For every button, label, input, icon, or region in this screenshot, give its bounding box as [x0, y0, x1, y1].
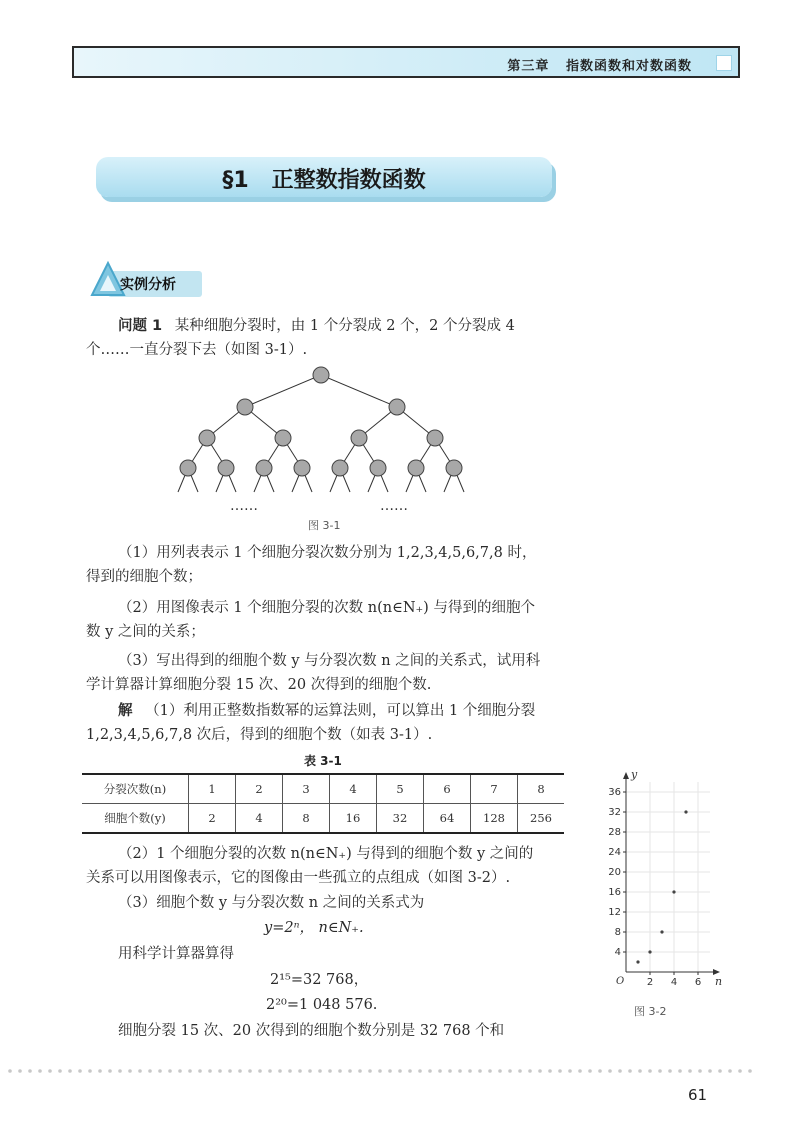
- y-tick-label: 8: [614, 927, 621, 938]
- chapter-header-band: [72, 46, 740, 78]
- footer-dot: [578, 1069, 582, 1073]
- footer-dot: [448, 1069, 452, 1073]
- cell-node: [351, 430, 367, 446]
- data-point: [684, 810, 687, 813]
- section-number: §1: [222, 168, 249, 193]
- footer-dot: [598, 1069, 602, 1073]
- cell-node: [427, 430, 443, 446]
- footer-dot: [158, 1069, 162, 1073]
- footer-dot: [298, 1069, 302, 1073]
- footer-dot: [268, 1069, 272, 1073]
- footer-dot: [58, 1069, 62, 1073]
- cell-count-scatter-chart: [598, 768, 723, 992]
- table-cell: 6: [424, 774, 471, 804]
- y-tick-label: 28: [608, 827, 621, 838]
- data-point: [660, 930, 663, 933]
- footer-dot: [108, 1069, 112, 1073]
- x-tick-label: 4: [670, 977, 678, 988]
- y-tick-label: 20: [608, 867, 621, 878]
- cell-node: [408, 460, 424, 476]
- cell-node: [332, 460, 348, 476]
- footer-dot: [178, 1069, 182, 1073]
- footer-dot: [418, 1069, 422, 1073]
- footer-dot: [128, 1069, 132, 1073]
- x-tick-label: 6: [694, 977, 702, 988]
- answer-2-line-1: （2）1 个细胞分裂的次数 n(n∈N₊) 与得到的细胞个数 y 之间的: [118, 846, 534, 862]
- table-cell: 4: [330, 774, 377, 804]
- footer-dot: [328, 1069, 332, 1073]
- cell-node: [218, 460, 234, 476]
- question-3-line-2: 学计算器计算细胞分裂 15 次、20 次得到的细胞个数.: [86, 677, 432, 693]
- footer-dot: [668, 1069, 672, 1073]
- table-row: [82, 804, 564, 834]
- cell-node: [199, 430, 215, 446]
- footer-dot: [228, 1069, 232, 1073]
- footer-dot: [38, 1069, 42, 1073]
- data-table: [82, 773, 564, 834]
- footer-dot: [748, 1069, 752, 1073]
- footer-dot: [458, 1069, 462, 1073]
- y-tick-label: 32: [608, 807, 621, 818]
- solution-line-2: 1,2,3,4,5,6,7,8 次后，得到的细胞个数（如表 3-1）.: [86, 727, 433, 743]
- header-corner-box: [716, 55, 732, 71]
- footer-dot: [708, 1069, 712, 1073]
- footer-dot: [558, 1069, 562, 1073]
- footer-dot: [538, 1069, 542, 1073]
- table-cell: 8: [283, 804, 330, 834]
- table-cell: 64: [424, 804, 471, 834]
- table-cell: 7: [471, 774, 518, 804]
- table-cell: 2: [189, 804, 236, 834]
- footer-dot: [738, 1069, 742, 1073]
- footer-dot: [698, 1069, 702, 1073]
- cell-node: [389, 399, 405, 415]
- section-name: 正整数指数函数: [271, 168, 426, 193]
- tag-label: 实例分析: [120, 277, 176, 293]
- origin-label: O: [616, 976, 625, 987]
- table-caption: 表 3-1: [304, 754, 342, 768]
- footer-dot: [288, 1069, 292, 1073]
- footer-dot: [8, 1069, 12, 1073]
- footer-dot: [378, 1069, 382, 1073]
- footer-dot: [68, 1069, 72, 1073]
- problem-text-1: 某种细胞分裂时，由 1 个分裂成 2 个，2 个分裂成 4: [174, 318, 515, 334]
- data-point: [636, 960, 639, 963]
- cell-node: [237, 399, 253, 415]
- footer-dot: [488, 1069, 492, 1073]
- answer-3-line-1: （3）细胞个数 y 与分裂次数 n 之间的关系式为: [118, 895, 425, 911]
- footer-dot: [478, 1069, 482, 1073]
- footer-dot: [658, 1069, 662, 1073]
- table-cell: 8: [518, 774, 565, 804]
- footer-dot: [408, 1069, 412, 1073]
- table-cell: 5: [377, 774, 424, 804]
- page-number: 61: [688, 1086, 708, 1104]
- solution-line-1: [118, 700, 535, 723]
- table-cell: 256: [518, 804, 565, 834]
- footer-dot: [238, 1069, 242, 1073]
- footer-dot: [18, 1069, 22, 1073]
- question-1-line-1: （1）用列表表示 1 个细胞分裂次数分别为 1,2,3,4,5,6,7,8 时，: [118, 545, 537, 561]
- problem-line-2: 个……一直分裂下去（如图 3-1）.: [86, 342, 308, 358]
- question-2-line-1: （2）用图像表示 1 个细胞分裂的次数 n(n∈N₊) 与得到的细胞个: [118, 600, 535, 616]
- x-tick-label: 2: [646, 977, 654, 988]
- footer-dot: [118, 1069, 122, 1073]
- footer-dotted-line: [0, 1068, 800, 1074]
- answer-2-line-2: 关系可以用图像表示，它的图像由一些孤立的点组成（如图 3-2）.: [86, 870, 511, 886]
- footer-dot: [208, 1069, 212, 1073]
- footer-dot: [168, 1069, 172, 1073]
- cell-node: [256, 460, 272, 476]
- y-axis-label: y: [631, 768, 638, 781]
- cell-node: [294, 460, 310, 476]
- footer-dot: [638, 1069, 642, 1073]
- footer-dot: [88, 1069, 92, 1073]
- data-point: [648, 950, 651, 953]
- footer-dot: [388, 1069, 392, 1073]
- footer-dot: [278, 1069, 282, 1073]
- table-cell: 128: [471, 804, 518, 834]
- footer-dot: [728, 1069, 732, 1073]
- footer-dot: [358, 1069, 362, 1073]
- table-header-cell: 细胞个数(y): [82, 804, 189, 834]
- footer-dot: [28, 1069, 32, 1073]
- footer-dot: [548, 1069, 552, 1073]
- footer-dot: [318, 1069, 322, 1073]
- footer-dot: [718, 1069, 722, 1073]
- chapter-title: 指数函数和对数函数: [565, 59, 692, 74]
- footer-dot: [498, 1069, 502, 1073]
- result-2-pow-20: 2²⁰=1 048 576.: [266, 997, 378, 1013]
- footer-dot: [98, 1069, 102, 1073]
- formula: y=2ⁿ， n∈N₊.: [264, 920, 364, 936]
- table-row: [82, 774, 564, 804]
- section-title: [96, 163, 552, 194]
- table-cell: 3: [283, 774, 330, 804]
- y-tick-label: 4: [614, 947, 621, 958]
- y-axis-arrow: [623, 772, 629, 779]
- solution-label: 解: [118, 703, 133, 719]
- cell-node: [313, 367, 329, 383]
- footer-dot: [348, 1069, 352, 1073]
- figure-3-1-caption: 图 3-1: [308, 519, 341, 532]
- cell-division-tree: [160, 360, 500, 520]
- footer-dot: [218, 1069, 222, 1073]
- y-tick-label: 16: [608, 887, 621, 898]
- result-2-pow-15: 2¹⁵=32 768，: [270, 972, 369, 988]
- table-cell: 16: [330, 804, 377, 834]
- footer-dot: [648, 1069, 652, 1073]
- table-cell: 32: [377, 804, 424, 834]
- question-3-line-1: （3）写出得到的细胞个数 y 与分裂次数 n 之间的关系式，试用科: [118, 653, 541, 669]
- footer-dot: [528, 1069, 532, 1073]
- question-1-line-2: 得到的细胞个数；: [86, 569, 202, 585]
- calculator-intro: 用科学计算器算得: [118, 946, 234, 962]
- footer-dot: [688, 1069, 692, 1073]
- cell-node: [275, 430, 291, 446]
- chapter-number: 第三章: [507, 59, 550, 74]
- footer-dot: [398, 1069, 402, 1073]
- footer-dot: [608, 1069, 612, 1073]
- footer-dot: [258, 1069, 262, 1073]
- figure-3-2-caption: 图 3-2: [634, 1005, 667, 1018]
- y-tick-label: 36: [608, 787, 621, 798]
- footer-dot: [468, 1069, 472, 1073]
- footer-dot: [628, 1069, 632, 1073]
- footer-dot: [248, 1069, 252, 1073]
- x-axis-label: n: [715, 975, 723, 988]
- table-header-cell: 分裂次数(n): [82, 774, 189, 804]
- tree-ellipsis-right: ……: [380, 498, 408, 514]
- chapter-header-title: [507, 55, 692, 74]
- tree-ellipsis-left: ……: [230, 498, 258, 514]
- footer-dot: [518, 1069, 522, 1073]
- footer-dot: [588, 1069, 592, 1073]
- footer-dot: [308, 1069, 312, 1073]
- example-analysis-tag: [86, 247, 202, 299]
- table-cell: 4: [236, 804, 283, 834]
- data-point: [672, 890, 675, 893]
- cell-node: [446, 460, 462, 476]
- question-2-line-2: 数 y 之间的关系；: [86, 624, 205, 640]
- footer-dot: [198, 1069, 202, 1073]
- table-cell: 1: [189, 774, 236, 804]
- footer-dot: [508, 1069, 512, 1073]
- y-tick-label: 24: [608, 847, 621, 858]
- footer-dot: [438, 1069, 442, 1073]
- footer-dot: [368, 1069, 372, 1073]
- footer-dot: [338, 1069, 342, 1073]
- footer-dot: [138, 1069, 142, 1073]
- footer-dot: [568, 1069, 572, 1073]
- footer-dot: [428, 1069, 432, 1073]
- cell-node: [370, 460, 386, 476]
- section-title-bar: [96, 157, 552, 197]
- footer-dot: [188, 1069, 192, 1073]
- solution-text-1: （1）利用正整数指数幂的运算法则，可以算出 1 个细胞分裂: [145, 703, 536, 719]
- footer-dot: [78, 1069, 82, 1073]
- cell-node: [180, 460, 196, 476]
- table-cell: 2: [236, 774, 283, 804]
- problem-label: 问题 1: [118, 318, 163, 334]
- footer-dot: [678, 1069, 682, 1073]
- y-tick-label: 12: [608, 907, 621, 918]
- footer-dot: [148, 1069, 152, 1073]
- footer-dot: [618, 1069, 622, 1073]
- conclusion-line: 细胞分裂 15 次、20 次得到的细胞个数分别是 32 768 个和: [118, 1023, 505, 1039]
- footer-dot: [48, 1069, 52, 1073]
- problem-line-1: [118, 315, 515, 338]
